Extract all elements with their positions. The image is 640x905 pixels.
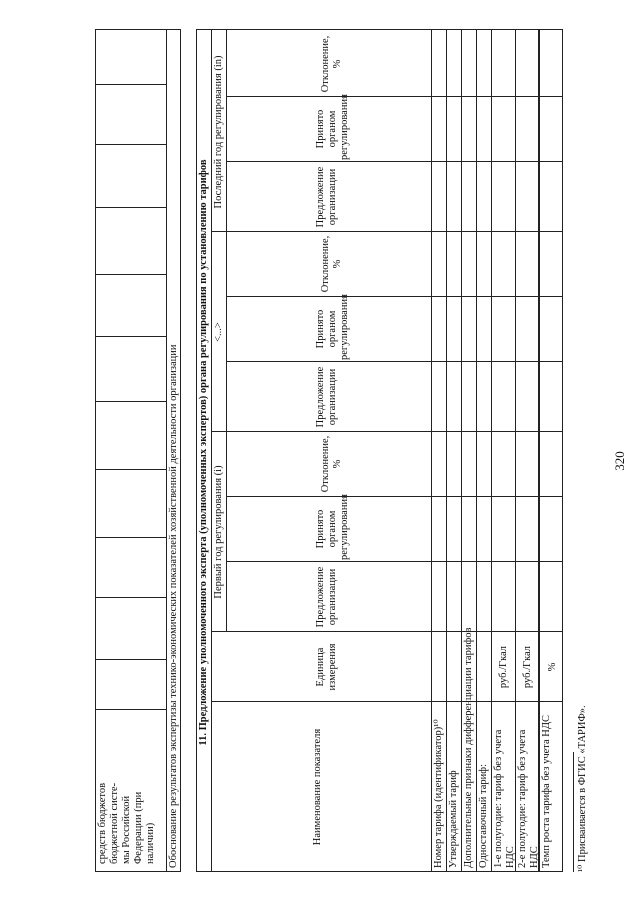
justification-text: Обоснование результатов экспертизы технико-экономических показателей хозяйственной деятельности организации [168, 344, 179, 868]
section11-table [196, 29, 539, 872]
row-growth: Темп роста тарифа без учета НДС [541, 714, 552, 868]
year-first: Первый год регулирования (i) [213, 465, 224, 599]
header-indicator: Наименование показателя [312, 728, 323, 846]
sub-dev-3: Отклонение, % [320, 35, 343, 93]
section11-title: 11. Предложение уполномоченного эксперта (уполномоченных экспертов) органа регулирования по установлению тарифов [198, 159, 209, 746]
sub-org-2: Предложение организации [315, 366, 338, 428]
budget-text: средств бюджетов бюджетной систе- мы Российской Федерации (при наличии) [97, 782, 156, 864]
row-single-rate: Одноставочный тариф: [478, 764, 489, 868]
row-diff-features: Дополнительные признаки дифференциации тарифов [463, 627, 474, 868]
row-half2: 2-е полугодие: тариф без учета НДС [517, 729, 540, 868]
sub-org-3: Предложение организации [315, 166, 338, 228]
row-half1: 1-е полугодие: тариф без учета НДС [493, 729, 516, 868]
unit-half1: руб./Гкал [498, 645, 509, 689]
unit-half2: руб./Гкал [522, 645, 533, 689]
sub-dev-1: Отклонение, % [320, 435, 343, 493]
year-last: Последний год регулирования (in) [213, 55, 224, 209]
footnote: ¹⁰ Присваивается в ФГИС «ТАРИФ». [577, 705, 588, 872]
header-unit: Единица измерения [315, 643, 338, 691]
row-approved-tariff: Утверждаемый тариф [448, 770, 459, 868]
page-number: 320 [611, 451, 627, 471]
row-tariff-number: Номер тарифа (идентификатор)¹⁰ [433, 719, 444, 868]
unit-growth: % [547, 662, 558, 672]
year-middle: <...> [213, 322, 224, 342]
rotated-content [15, 20, 595, 880]
sub-dev-2: Отклонение, % [320, 235, 343, 293]
sub-reg-2: Принято органом регулирования [315, 294, 350, 360]
sub-reg-1: Принято органом регулирования [315, 494, 350, 560]
sub-org-1: Предложение организации [315, 566, 338, 628]
sub-reg-3: Принято органом регулирования [315, 94, 350, 160]
